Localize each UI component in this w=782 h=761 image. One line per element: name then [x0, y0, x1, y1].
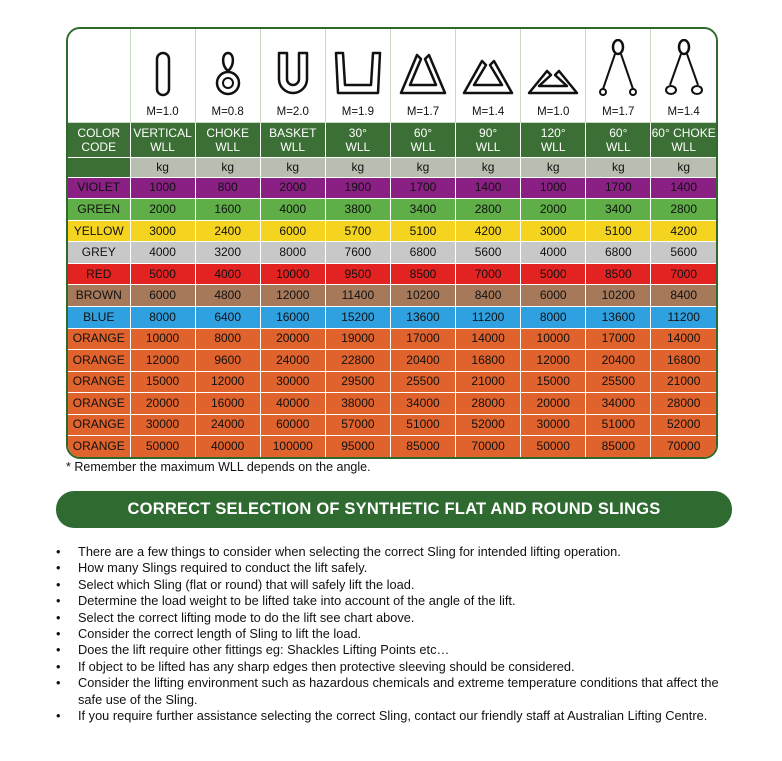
wll-value-cell: 6000 [260, 220, 325, 242]
wll-value-cell: 3400 [586, 199, 651, 221]
multiplier-row [68, 103, 716, 122]
wll-value-cell: 11200 [651, 306, 716, 328]
wll-value-cell: 1700 [586, 177, 651, 199]
icon-cell-blank [68, 29, 130, 103]
list-item: • If object to be lifted has any sharp edges then protective sleeving should be considered. [56, 659, 736, 675]
wll-value-cell: 1000 [130, 177, 195, 199]
wll-value-cell: 20000 [130, 393, 195, 415]
color-code-cell: BROWN [68, 285, 130, 307]
wll-value-cell: 2400 [195, 220, 260, 242]
wll-value-cell: 21000 [456, 371, 521, 393]
wll-value-cell: 6000 [521, 285, 586, 307]
wll-value-cell: 4000 [130, 242, 195, 264]
multiplier-cell: M=1.4 [651, 103, 716, 122]
wll-value-cell: 8000 [130, 306, 195, 328]
color-code-cell: VIOLET [68, 177, 130, 199]
header-cell: 60° CHOKE WLL [651, 122, 716, 158]
icon-cell [456, 29, 521, 103]
basket-120-sling-icon [525, 49, 581, 99]
wll-value-cell: 8500 [390, 263, 455, 285]
color-code-cell: ORANGE [68, 436, 130, 457]
table-row [68, 220, 716, 242]
color-code-cell: ORANGE [68, 328, 130, 350]
wll-value-cell: 16800 [456, 350, 521, 372]
wll-value-cell: 19000 [325, 328, 390, 350]
wll-value-cell: 9500 [325, 263, 390, 285]
multiplier-cell: M=1.0 [130, 103, 195, 122]
icon-cell [260, 29, 325, 103]
wll-value-cell: 6400 [195, 306, 260, 328]
wll-value-cell: 100000 [260, 436, 325, 457]
wll-value-cell: 30000 [521, 414, 586, 436]
wll-value-cell: 1000 [521, 177, 586, 199]
wll-value-cell: 16000 [260, 306, 325, 328]
list-item: • Select which Sling (flat or round) that will safely lift the load. [56, 577, 736, 593]
wll-value-cell: 3400 [390, 199, 455, 221]
icon-cell [521, 29, 586, 103]
wll-value-cell: 22800 [325, 350, 390, 372]
wll-value-cell: 20000 [260, 328, 325, 350]
wll-value-cell: 3000 [521, 220, 586, 242]
multiplier-cell: M=1.9 [325, 103, 390, 122]
wll-value-cell: 17000 [390, 328, 455, 350]
icon-cell [130, 29, 195, 103]
basket-sling-icon [271, 49, 315, 99]
wll-value-cell: 40000 [260, 393, 325, 415]
wll-value-cell: 2000 [521, 199, 586, 221]
wll-value-cell: 6000 [130, 285, 195, 307]
list-item: • Does the lift require other fittings eg: Shackles Lifting Points etc… [56, 642, 736, 658]
basket-60-sling-icon [395, 49, 451, 99]
wll-value-cell: 3800 [325, 199, 390, 221]
icon-cell [195, 29, 260, 103]
wll-value-cell: 5600 [651, 242, 716, 264]
wll-value-cell: 8500 [586, 263, 651, 285]
icon-cell [586, 29, 651, 103]
color-code-cell: BLUE [68, 306, 130, 328]
wll-value-cell: 4200 [651, 220, 716, 242]
wll-value-cell: 4000 [260, 199, 325, 221]
wll-value-cell: 10200 [586, 285, 651, 307]
wll-value-cell: 1900 [325, 177, 390, 199]
wll-value-cell: 2800 [651, 199, 716, 221]
wll-value-cell: 15000 [130, 371, 195, 393]
wll-value-cell: 52000 [456, 414, 521, 436]
color-code-cell: ORANGE [68, 371, 130, 393]
angle-note: * Remember the maximum WLL depends on the angle. [66, 460, 371, 474]
color-code-cell: RED [68, 263, 130, 285]
unit-cell: kg [651, 158, 716, 177]
wll-value-cell: 30000 [130, 414, 195, 436]
wll-value-cell: 70000 [667, 439, 701, 454]
header-cell: CHOKE WLL [195, 122, 260, 158]
list-item: • Select the correct lifting mode to do the lift see chart above. [56, 610, 736, 626]
wll-value-cell: 5600 [456, 242, 521, 264]
header-color-code: COLOR CODE [68, 122, 130, 158]
wll-value-cell: 5000 [521, 263, 586, 285]
wll-value-cell: 1700 [390, 177, 455, 199]
color-code-cell: YELLOW [68, 220, 130, 242]
table-row [68, 371, 716, 393]
wll-value-cell: 85000 [586, 436, 651, 457]
wll-value-cell: 30000 [260, 371, 325, 393]
header-cell: 90° WLL [456, 122, 521, 158]
table-row [68, 436, 716, 457]
wll-value-cell: 4200 [456, 220, 521, 242]
color-code-cell: ORANGE [68, 393, 130, 415]
header-cell: VERTICAL WLL [130, 122, 195, 158]
wll-value-cell: 12000 [521, 350, 586, 372]
wll-value-cell: 11200 [456, 306, 521, 328]
wll-value-cell: 51000 [586, 414, 651, 436]
list-item: • If you require further assistance selecting the correct Sling, contact our friendly staff at Australian Lifting Centre. [56, 708, 736, 724]
multiplier-cell-blank [68, 103, 130, 122]
unit-cell: kg [390, 158, 455, 177]
header-cell: 60° WLL [586, 122, 651, 158]
wll-value-cell: 12000 [130, 350, 195, 372]
table-row [68, 242, 716, 264]
wll-value-cell: 7600 [325, 242, 390, 264]
icon-cell [651, 29, 716, 103]
list-item: • Determine the load weight to be lifted take into account of the angle of the lift. [56, 593, 736, 609]
header-cell: 120° WLL [521, 122, 586, 158]
wll-chart [66, 27, 718, 459]
wll-value-cell: 8000 [260, 242, 325, 264]
wll-value-cell: 10000 [130, 328, 195, 350]
wll-value-cell: 12000 [195, 371, 260, 393]
header-cell: BASKET WLL [260, 122, 325, 158]
wll-value-cell: 16000 [195, 393, 260, 415]
wll-value-cell: 8400 [456, 285, 521, 307]
table-row [68, 285, 716, 307]
wll-value-cell: 8400 [651, 285, 716, 307]
wll-value-cell: 7000 [456, 263, 521, 285]
wll-value-cell: 28000 [651, 393, 716, 415]
wll-value-cell: 3000 [130, 220, 195, 242]
table-row [68, 393, 716, 415]
wll-value-cell: 85000 [390, 436, 455, 457]
wll-value-cell: 3200 [195, 242, 260, 264]
vertical-sling-icon [143, 49, 183, 99]
basket-30-sling-icon [330, 49, 386, 99]
table-row [68, 306, 716, 328]
header-cell: 30° WLL [325, 122, 390, 158]
table-row [68, 350, 716, 372]
units-row [68, 158, 716, 177]
wll-value-cell: 2000 [260, 177, 325, 199]
wll-value-cell: 24000 [260, 350, 325, 372]
wll-value-cell: 95000 [325, 436, 390, 457]
wll-value-cell: 34000 [390, 393, 455, 415]
choke-sling-icon [208, 49, 248, 99]
wll-value-cell: 5100 [390, 220, 455, 242]
color-code-cell: ORANGE [68, 414, 130, 436]
wll-value-cell: 38000 [325, 393, 390, 415]
section-banner: CORRECT SELECTION OF SYNTHETIC FLAT AND ROUND SLINGS [56, 491, 732, 528]
wll-value-cell: 70000 [456, 436, 521, 457]
wll-value-cell: 60000 [260, 414, 325, 436]
wll-value-cell: 2800 [456, 199, 521, 221]
color-code-cell: GREY [68, 242, 130, 264]
wll-value-cell: 25500 [586, 371, 651, 393]
wll-value-cell: 13600 [390, 306, 455, 328]
unit-cell: kg [521, 158, 586, 177]
wll-value-cell: 7000 [651, 263, 716, 285]
color-code-cell: ORANGE [68, 350, 130, 372]
wll-value-cell: 4800 [195, 285, 260, 307]
wll-value-cell: 17000 [586, 328, 651, 350]
wll-value-cell: 4000 [521, 242, 586, 264]
list-item: • Consider the correct length of Sling to lift the load. [56, 626, 736, 642]
wll-value-cell: 20400 [390, 350, 455, 372]
wll-value-cell: 29500 [325, 371, 390, 393]
multiplier-cell: M=2.0 [260, 103, 325, 122]
wll-value-cell: 9600 [195, 350, 260, 372]
table-row [68, 177, 716, 199]
unit-cell: kg [586, 158, 651, 177]
wll-table [68, 29, 716, 457]
multiplier-cell: M=1.4 [456, 103, 521, 122]
wll-value-cell: 51000 [390, 414, 455, 436]
two-leg-60-choke-sling-icon [662, 39, 706, 99]
wll-value-cell: 1400 [651, 177, 716, 199]
unit-cell: kg [130, 158, 195, 177]
wll-value-cell: 40000 [195, 436, 260, 457]
wll-value-cell: 8000 [521, 306, 586, 328]
wll-value-cell: 5100 [586, 220, 651, 242]
wll-value-cell: 25500 [390, 371, 455, 393]
wll-value-cell: 4000 [195, 263, 260, 285]
wll-value-cell: 15000 [521, 371, 586, 393]
multiplier-cell: M=0.8 [195, 103, 260, 122]
multiplier-cell: M=1.0 [521, 103, 586, 122]
wll-value-cell: 15200 [325, 306, 390, 328]
list-item: • Consider the lifting environment such as hazardous chemicals and extreme temperature conditions that affect the safe use of the Sling. [56, 675, 736, 708]
unit-cell: kg [325, 158, 390, 177]
wll-value-cell: 800 [195, 177, 260, 199]
wll-value-cell: 2000 [130, 199, 195, 221]
wll-value-cell: 10000 [521, 328, 586, 350]
list-item: • There are a few things to consider when selecting the correct Sling for intended lifting operation. [56, 544, 736, 560]
list-item: • How many Slings required to conduct the lift safely. [56, 560, 736, 576]
wll-value-cell: 34000 [586, 393, 651, 415]
table-row [68, 414, 716, 436]
wll-value-cell: 50000 [130, 436, 195, 457]
wll-value-cell: 5000 [130, 263, 195, 285]
wll-value-cell: 13600 [586, 306, 651, 328]
wll-value-cell: 1600 [195, 199, 260, 221]
wll-value-cell: 52000 [651, 414, 716, 436]
wll-value-cell: 10000 [260, 263, 325, 285]
wll-value-cell: 28000 [456, 393, 521, 415]
wll-value-cell: 50000 [521, 436, 586, 457]
icon-row [68, 29, 716, 103]
units-cell-blank [68, 158, 130, 177]
wll-value-cell: 11400 [325, 285, 390, 307]
wll-value-cell: 12000 [260, 285, 325, 307]
unit-cell: kg [195, 158, 260, 177]
header-cell: 60° WLL [390, 122, 455, 158]
color-code-cell: GREEN [68, 199, 130, 221]
table-row [68, 328, 716, 350]
unit-cell: kg [260, 158, 325, 177]
wll-value-cell: 20000 [521, 393, 586, 415]
selection-bullets [56, 544, 736, 724]
table-row [68, 199, 716, 221]
icon-cell [325, 29, 390, 103]
wll-value-cell: 5700 [325, 220, 390, 242]
wll-value-cell: 14000 [456, 328, 521, 350]
wll-value-cell: 57000 [325, 414, 390, 436]
two-leg-60-sling-icon [596, 39, 640, 99]
wll-value-cell: 6800 [390, 242, 455, 264]
table-row [68, 263, 716, 285]
unit-cell: kg [456, 158, 521, 177]
basket-90-sling-icon [460, 49, 516, 99]
wll-value-cell: 1400 [456, 177, 521, 199]
wll-value-cell: 21000 [651, 371, 716, 393]
header-row [68, 122, 716, 158]
wll-value-cell: 16800 [651, 350, 716, 372]
wll-value-cell: 24000 [195, 414, 260, 436]
multiplier-cell: M=1.7 [390, 103, 455, 122]
wll-value-cell: 6800 [586, 242, 651, 264]
wll-value-cell: 8000 [195, 328, 260, 350]
wll-value-cell: 20400 [586, 350, 651, 372]
multiplier-cell: M=1.7 [586, 103, 651, 122]
wll-value-cell: 14000 [651, 328, 716, 350]
icon-cell [390, 29, 455, 103]
wll-value-cell: 10200 [390, 285, 455, 307]
